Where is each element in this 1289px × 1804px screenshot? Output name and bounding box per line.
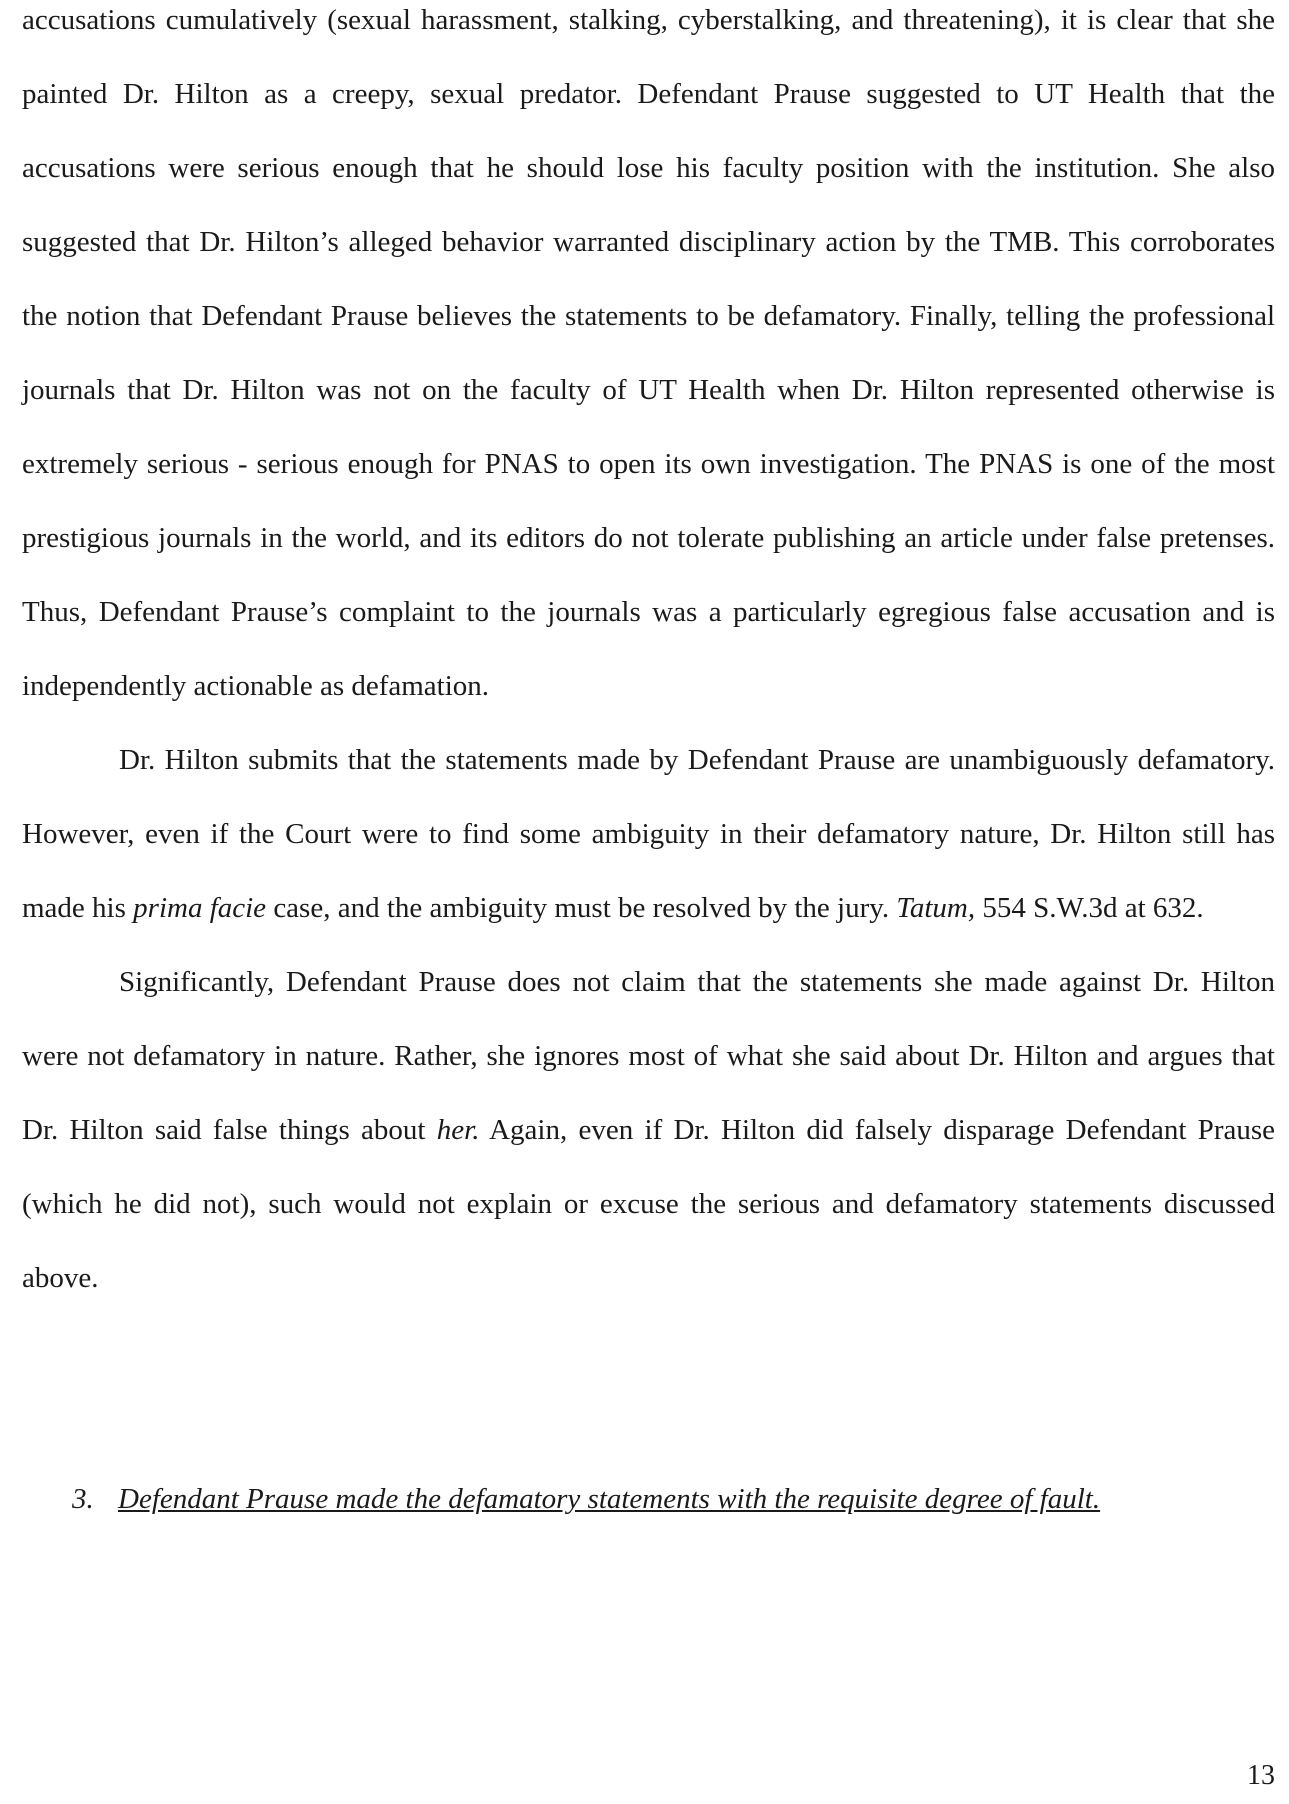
- body-text: [22, 0, 1275, 1315]
- paragraph-3-text-a: Significantly, Defendant Prause does not claim that the statements she made against Dr. Hilton were not defamatory in nature. Rather, she ignores most of what she said about Dr. Hilton and argues that Dr. Hilton said false things about: [22, 966, 1275, 1146]
- paragraph-1-text: accusations cumulatively (sexual harassment, stalking, cyberstalking, and threatening), it is clear that she painted Dr. Hilton as a creepy, sexual predator. Defendant Prause suggested to UT Health that the accusations were serious enough that he should lose his faculty position with the institution. She also suggested that Dr. Hilton’s alleged behavior warranted disciplinary action by the TMB. This corroborates the notion that Defendant Prause believes the statements to be defamatory. Finally, telling the professional journals that Dr. Hilton was not on the faculty of UT Health when Dr. Hilton represented otherwise is extremely serious - serious enough for PNAS to open its own investigation. The PNAS is one of the most prestigious journals in the world, and its editors do not tolerate publishing an article under false pretenses. Thus, Defendant Prause’s complaint to the journals was a particularly egregious false accusation and is independently actionable as defamation.: [22, 4, 1275, 702]
- section-heading: [72, 1479, 1100, 1519]
- section-heading-number: 3.: [72, 1483, 94, 1515]
- paragraph-1: [22, 0, 1275, 723]
- emphasis-her: her.: [436, 1114, 480, 1146]
- case-citation-reporter: 554 S.W.3d at 632.: [975, 892, 1204, 924]
- page-number: 13: [1247, 1760, 1275, 1791]
- paragraph-2-text-a: Dr. Hilton submits that the statements made by Defendant Prause are unambiguously defamatory. However, even if the Court were to find some ambiguity in their defamatory nature, Dr. Hilton still has made his: [22, 744, 1275, 924]
- paragraph-3: [22, 945, 1275, 1315]
- paragraph-2-text-b: case, and the ambiguity must be resolved by the jury.: [266, 892, 897, 924]
- latin-term-prima-facie: prima facie: [133, 892, 267, 924]
- section-heading-title: Defendant Prause made the defamatory statements with the requisite degree of fault.: [118, 1483, 1101, 1515]
- case-citation-name: Tatum,: [896, 892, 976, 924]
- paragraph-3-text-b: Again, even if Dr. Hilton did falsely disparage Defendant Prause (which he did not), such would not explain or excuse the serious and defamatory statements discussed above.: [22, 1114, 1276, 1294]
- paragraph-2: [22, 723, 1275, 945]
